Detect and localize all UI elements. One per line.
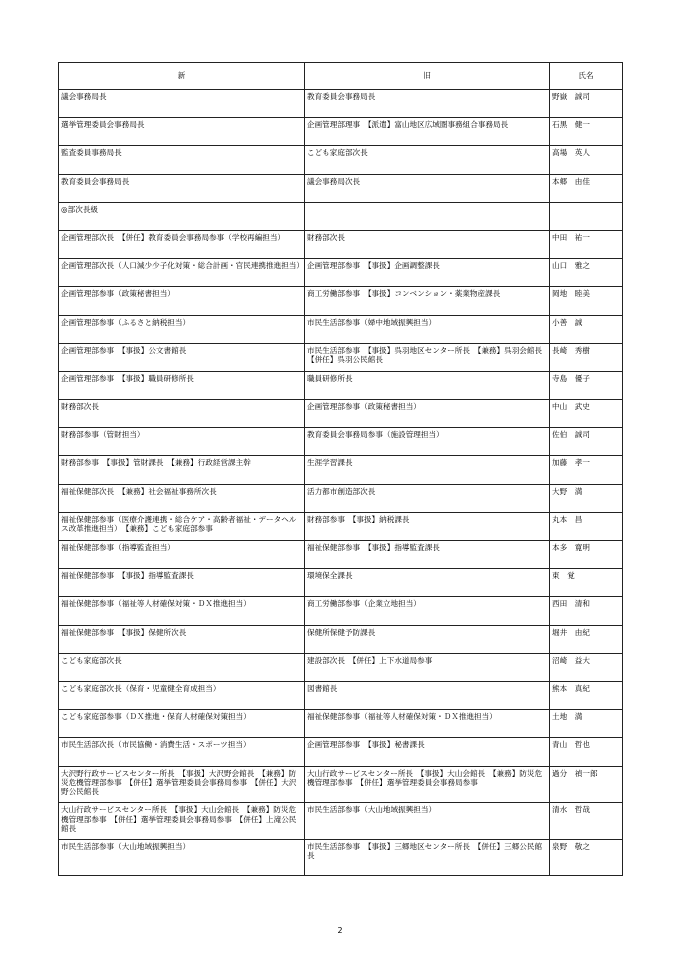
old-post-cell: 建設部次長 【併任】上下水道局参事: [305, 653, 550, 681]
table-row: [59, 400, 623, 428]
table-row: [59, 174, 623, 202]
table-row: [59, 146, 623, 174]
person-name-cell: 泉野 敬之: [550, 839, 623, 876]
person-name-cell: 山口 雅之: [550, 259, 623, 287]
header-name: 氏名: [550, 63, 623, 90]
table-row: [59, 839, 623, 876]
new-post-cell: ◎部次長級: [59, 202, 305, 230]
old-post-cell: 職員研修所長: [305, 371, 550, 399]
old-post-cell: 福祉保健部参事（福祉等人材確保対策・ＤＸ推進担当）: [305, 710, 550, 738]
person-name-cell: 岡地 睦美: [550, 287, 623, 315]
old-post-cell: 教育委員会事務局長: [305, 90, 550, 118]
person-name-cell: 加藤 孝一: [550, 456, 623, 484]
old-post-cell: 生涯学習課長: [305, 456, 550, 484]
old-post-cell: 教育委員会事務局参事（施設管理担当）: [305, 428, 550, 456]
person-name-cell: 本多 寛明: [550, 541, 623, 569]
table-row: [59, 259, 623, 287]
old-post-cell: 市民生活部参事 【事扱】三郷地区センター所長 【併任】三郷公民館長: [305, 839, 550, 876]
new-post-cell: 監査委員事務局長: [59, 146, 305, 174]
new-post-cell: 福祉保健部参事 【事扱】保健所次長: [59, 625, 305, 653]
old-post-cell: 財務部参事 【事扱】納税課長: [305, 512, 550, 540]
person-name-cell: 堀井 由紀: [550, 625, 623, 653]
old-post-cell: 市民生活部参事（婦中地域振興担当）: [305, 315, 550, 343]
table-row: [59, 90, 623, 118]
person-name-cell: 中山 武史: [550, 400, 623, 428]
new-post-cell: 財務部参事（管財担当）: [59, 428, 305, 456]
old-post-cell: 企画管理部参事 【事扱】企画調整課長: [305, 259, 550, 287]
old-post-cell: 市民生活部参事 【事扱】呉羽地区センター所長 【兼務】呉羽会館長 【併任】呉羽公民館長: [305, 343, 550, 371]
person-name-cell: 大野 満: [550, 484, 623, 512]
table-row: [59, 512, 623, 540]
table-row: [59, 118, 623, 146]
table-row: [59, 569, 623, 597]
person-name-cell: 過分 禎一郎: [550, 766, 623, 803]
new-post-cell: 教育委員会事務局長: [59, 174, 305, 202]
new-post-cell: こども家庭部次長（保育・児童健全育成担当）: [59, 681, 305, 709]
old-post-cell: 商工労働部参事 【事扱】コンベンション・薬業物産課長: [305, 287, 550, 315]
new-post-cell: 大沢野行政サービスセンター所長 【事扱】大沢野会館長 【兼務】防災危機管理部参事 【併任】選挙管理委員会事務局参事 【併任】大沢野公民館長: [59, 766, 305, 803]
table-row: [59, 681, 623, 709]
page-number: 2: [337, 926, 343, 935]
person-name-cell: 野嶽 誠司: [550, 90, 623, 118]
old-post-cell: 財務部次長: [305, 230, 550, 258]
old-post-cell: 企画管理部理事 【派遣】富山地区広域圏事務組合事務局長: [305, 118, 550, 146]
person-name-cell: [550, 202, 623, 230]
header-new: 新: [59, 63, 305, 90]
person-name-cell: 東 覚: [550, 569, 623, 597]
new-post-cell: 福祉保健部参事 【事扱】指導監査課長: [59, 569, 305, 597]
new-post-cell: 大山行政サービスセンター所長 【事扱】大山会館長 【兼務】防災危機管理部参事 【併任】選挙管理委員会事務局参事 【併任】上滝公民館長: [59, 803, 305, 840]
old-post-cell: 商工労働部参事（企業立地担当）: [305, 597, 550, 625]
table-row: [59, 541, 623, 569]
header-row: [59, 63, 623, 90]
old-post-cell: 図書館長: [305, 681, 550, 709]
old-post-cell: 環境保全課長: [305, 569, 550, 597]
table-row: [59, 625, 623, 653]
table-row: [59, 803, 623, 840]
new-post-cell: 福祉保健部参事（福祉等人材確保対策・ＤＸ推進担当）: [59, 597, 305, 625]
old-post-cell: 企画管理部参事（政策秘書担当）: [305, 400, 550, 428]
old-post-cell: [305, 202, 550, 230]
table-row: [59, 738, 623, 766]
new-post-cell: 企画管理部次長（人口減少少子化対策・総合計画・官民連携推進担当）: [59, 259, 305, 287]
person-name-cell: 沼崎 益大: [550, 653, 623, 681]
new-post-cell: 財務部参事 【事扱】管財課長 【兼務】行政経営課主幹: [59, 456, 305, 484]
table-row: [59, 202, 623, 230]
new-post-cell: 福祉保健部参事（医療介護連携・総合ケア・高齢者福祉・データヘルス改革推進担当） 【兼務】こども家庭部参事: [59, 512, 305, 540]
new-post-cell: 市民生活部次長（市民協働・消費生活・スポーツ担当）: [59, 738, 305, 766]
new-post-cell: 福祉保健部次長 【兼務】社会福祉事務所次長: [59, 484, 305, 512]
person-name-cell: 丸本 昌: [550, 512, 623, 540]
old-post-cell: 活力都市創造部次長: [305, 484, 550, 512]
person-name-cell: 熊本 真紀: [550, 681, 623, 709]
person-name-cell: 西田 清和: [550, 597, 623, 625]
person-name-cell: 高場 英人: [550, 146, 623, 174]
person-name-cell: 土地 満: [550, 710, 623, 738]
person-name-cell: 石黒 健一: [550, 118, 623, 146]
old-post-cell: こども家庭部次長: [305, 146, 550, 174]
old-post-cell: 企画管理部参事 【事扱】秘書課長: [305, 738, 550, 766]
new-post-cell: 企画管理部参事（ふるさと納税担当）: [59, 315, 305, 343]
new-post-cell: 福祉保健部参事（指導監査担当）: [59, 541, 305, 569]
person-name-cell: 長崎 秀樹: [550, 343, 623, 371]
old-post-cell: 大山行政サービスセンター所長 【事扱】大山会館長 【兼務】防災危機管理部参事 【併任】選挙管理委員会事務局参事: [305, 766, 550, 803]
new-post-cell: 市民生活部参事（大山地域振興担当）: [59, 839, 305, 876]
table-row: [59, 230, 623, 258]
table-row: [59, 766, 623, 803]
person-name-cell: 小善 誠: [550, 315, 623, 343]
table-row: [59, 484, 623, 512]
new-post-cell: こども家庭部参事（ＤＸ推進・保育人材確保対策担当）: [59, 710, 305, 738]
old-post-cell: 議会事務局次長: [305, 174, 550, 202]
new-post-cell: 企画管理部参事（政策秘書担当）: [59, 287, 305, 315]
table-row: [59, 343, 623, 371]
person-name-cell: 佐伯 誠司: [550, 428, 623, 456]
table-row: [59, 287, 623, 315]
old-post-cell: 市民生活部参事（大山地域振興担当）: [305, 803, 550, 840]
person-name-cell: 本郷 由佳: [550, 174, 623, 202]
table-row: [59, 653, 623, 681]
header-old: 旧: [305, 63, 550, 90]
table-row: [59, 456, 623, 484]
new-post-cell: 企画管理部次長 【併任】教育委員会事務局参事（学校再編担当）: [59, 230, 305, 258]
person-name-cell: 青山 哲也: [550, 738, 623, 766]
old-post-cell: 保健所保健予防課長: [305, 625, 550, 653]
new-post-cell: 企画管理部参事 【事扱】公文書館長: [59, 343, 305, 371]
new-post-cell: 財務部次長: [59, 400, 305, 428]
new-post-cell: 企画管理部参事 【事扱】職員研修所長: [59, 371, 305, 399]
person-name-cell: 中田 祐一: [550, 230, 623, 258]
table-row: [59, 710, 623, 738]
table-row: [59, 428, 623, 456]
table-row: [59, 371, 623, 399]
new-post-cell: こども家庭部次長: [59, 653, 305, 681]
new-post-cell: 議会事務局長: [59, 90, 305, 118]
personnel-table: [58, 62, 623, 876]
table-row: [59, 315, 623, 343]
person-name-cell: 寺島 優子: [550, 371, 623, 399]
table-row: [59, 597, 623, 625]
new-post-cell: 選挙管理委員会事務局長: [59, 118, 305, 146]
old-post-cell: 福祉保健部参事 【事扱】指導監査課長: [305, 541, 550, 569]
person-name-cell: 清水 哲哉: [550, 803, 623, 840]
